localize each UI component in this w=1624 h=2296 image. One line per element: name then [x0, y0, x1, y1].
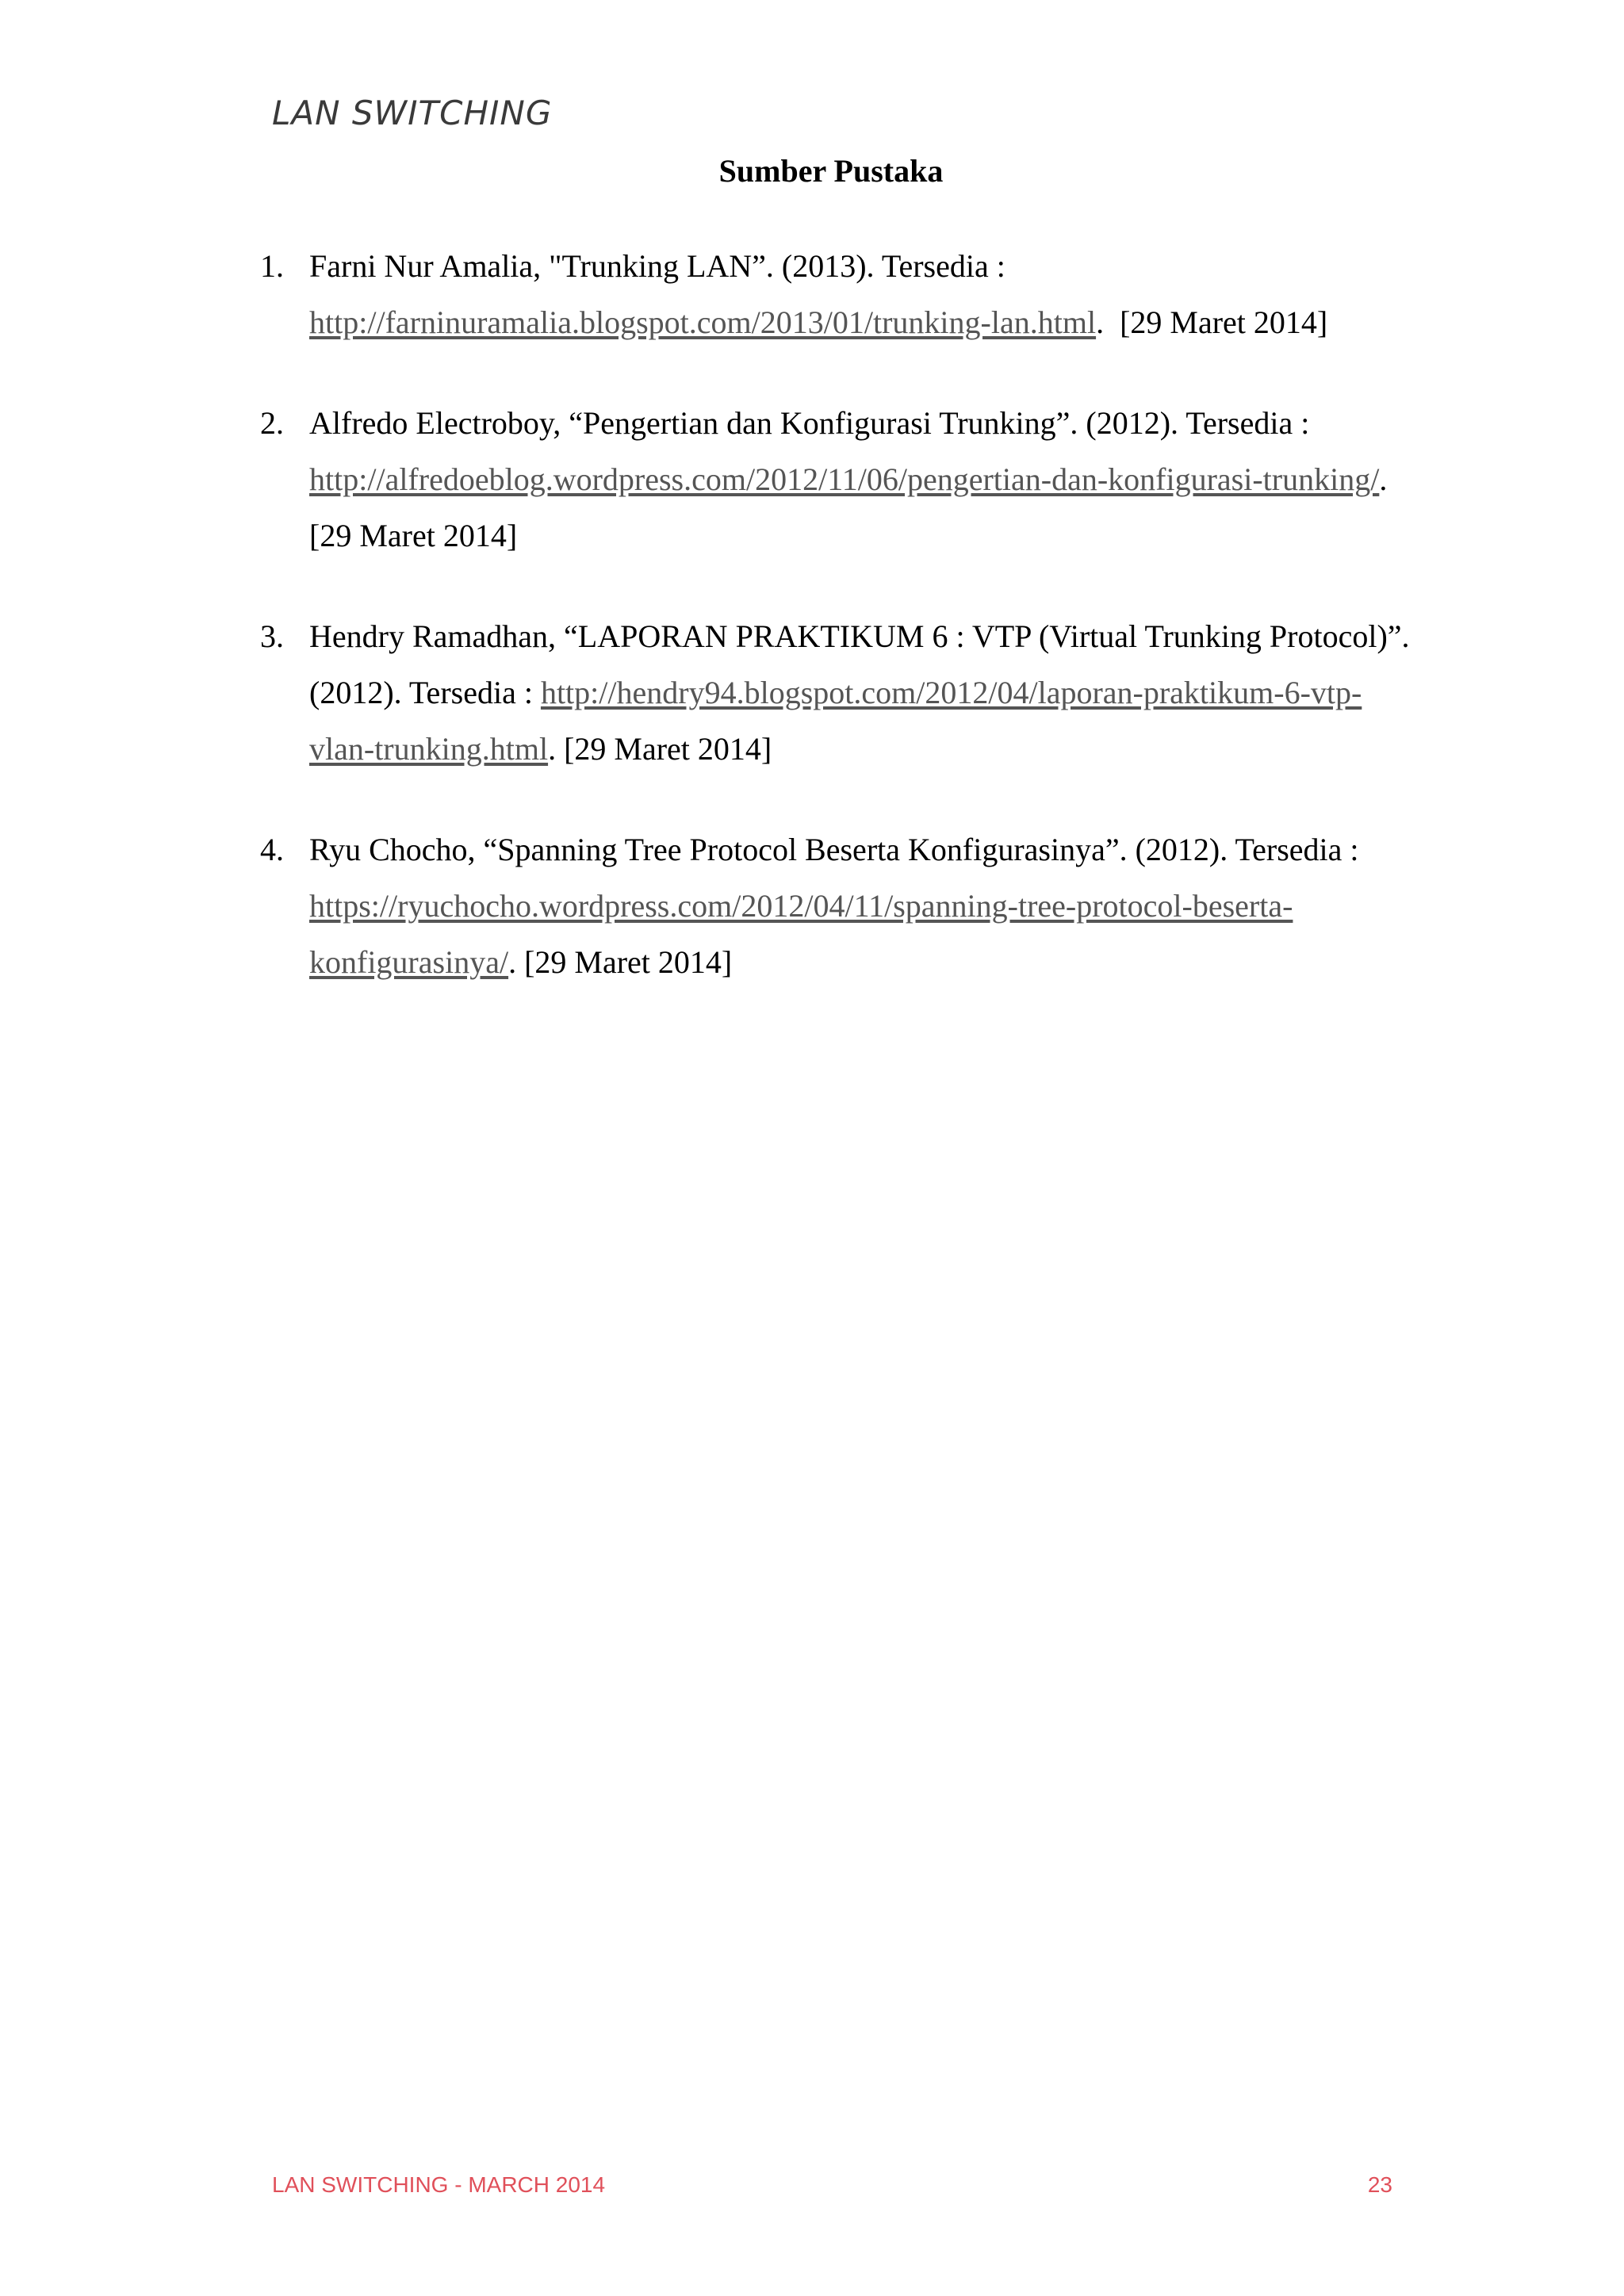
section-title: Sumber Pustaka	[718, 153, 944, 189]
reference-link[interactable]: http://farninuramalia.blogspot.com/2013/01/trunking-lan.html	[309, 304, 1097, 340]
reference-access-date: . [29 Maret 2014]	[548, 731, 772, 767]
reference-item-4	[260, 821, 1410, 990]
reference-item-3	[260, 608, 1410, 777]
reference-text: Ryu Chocho, “Spanning Tree Protocol Beserta Konfigurasinya”. (2012). Tersedia :	[309, 832, 1359, 867]
reference-text: Farni Nur Amalia, "Trunking LAN”. (2013). Tersedia :	[309, 248, 1005, 284]
reference-link[interactable]: https://ryuchocho.wordpress.com/2012/04/11/spanning-tree-protocol-beserta-konfigurasinya/	[309, 888, 1293, 980]
reference-text: Alfredo Electroboy, “Pengertian dan Konfigurasi Trunking”. (2012). Tersedia :	[309, 405, 1310, 441]
reference-item-1	[260, 238, 1410, 350]
reference-number: 1.	[260, 248, 284, 284]
reference-number: 3.	[260, 618, 284, 654]
reference-link[interactable]: http://hendry94.blogspot.com/2012/04/laporan-praktikum-6-vtp-vlan-trunking.html	[309, 675, 1362, 767]
reference-access-date: . [29 Maret 2014]	[1096, 304, 1328, 340]
reference-number: 4.	[260, 832, 284, 867]
running-header: LAN SWITCHING	[272, 94, 553, 132]
reference-item-2	[260, 395, 1410, 564]
reference-text: Hendry Ramadhan, “LAPORAN PRAKTIKUM 6 : VTP (Virtual Trunking Protocol)”. (2012). Tersedia :	[309, 618, 1410, 710]
reference-list	[260, 238, 1410, 1035]
page-number: 23	[1367, 2172, 1392, 2197]
reference-access-date: . [29 Maret 2014]	[309, 461, 1388, 553]
reference-access-date: . [29 Maret 2014]	[508, 944, 733, 980]
reference-link[interactable]: http://alfredoeblog.wordpress.com/2012/11/06/pengertian-dan-konfigurasi-trunking/	[309, 461, 1380, 497]
footer-text: LAN SWITCHING - MARCH 2014	[272, 2172, 606, 2197]
reference-number: 2.	[260, 405, 284, 441]
